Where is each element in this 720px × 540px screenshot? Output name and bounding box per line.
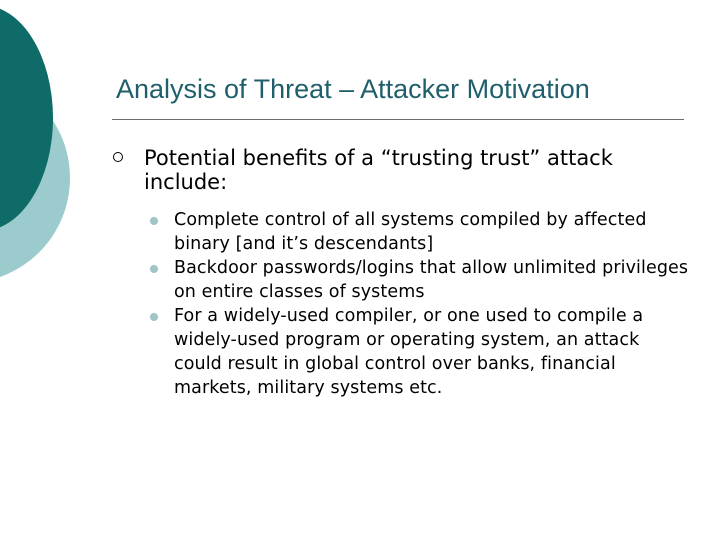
sub-bullet-text: For a widely-used compiler, or one used to compile a widely-used program or operating system, an attack could result in global control over banks, financial markets, military systems etc.	[174, 306, 644, 398]
slide-body	[144, 146, 689, 400]
filled-circle-bullet-icon	[150, 265, 158, 273]
filled-circle-bullet-icon	[150, 217, 158, 225]
bullet-item	[144, 146, 689, 194]
sub-bullet-text: Backdoor passwords/logins that allow unlimited privileges on entire classes of systems	[174, 258, 689, 302]
filled-circle-bullet-icon	[150, 313, 158, 321]
bullet-text: Potential benefits of a “trusting trust” attack include:	[144, 146, 613, 194]
hollow-circle-bullet-icon	[113, 152, 123, 162]
sub-bullet-text: Complete control of all systems compiled by affected binary [and it’s descendants]	[174, 210, 647, 254]
sub-bullet-item	[174, 256, 689, 304]
decorative-circles	[0, 0, 120, 300]
slide-title: Analysis of Threat – Attacker Motivation	[116, 74, 590, 104]
sub-bullet-item	[174, 208, 689, 256]
title-divider	[112, 119, 684, 120]
sub-bullet-item	[174, 304, 689, 400]
